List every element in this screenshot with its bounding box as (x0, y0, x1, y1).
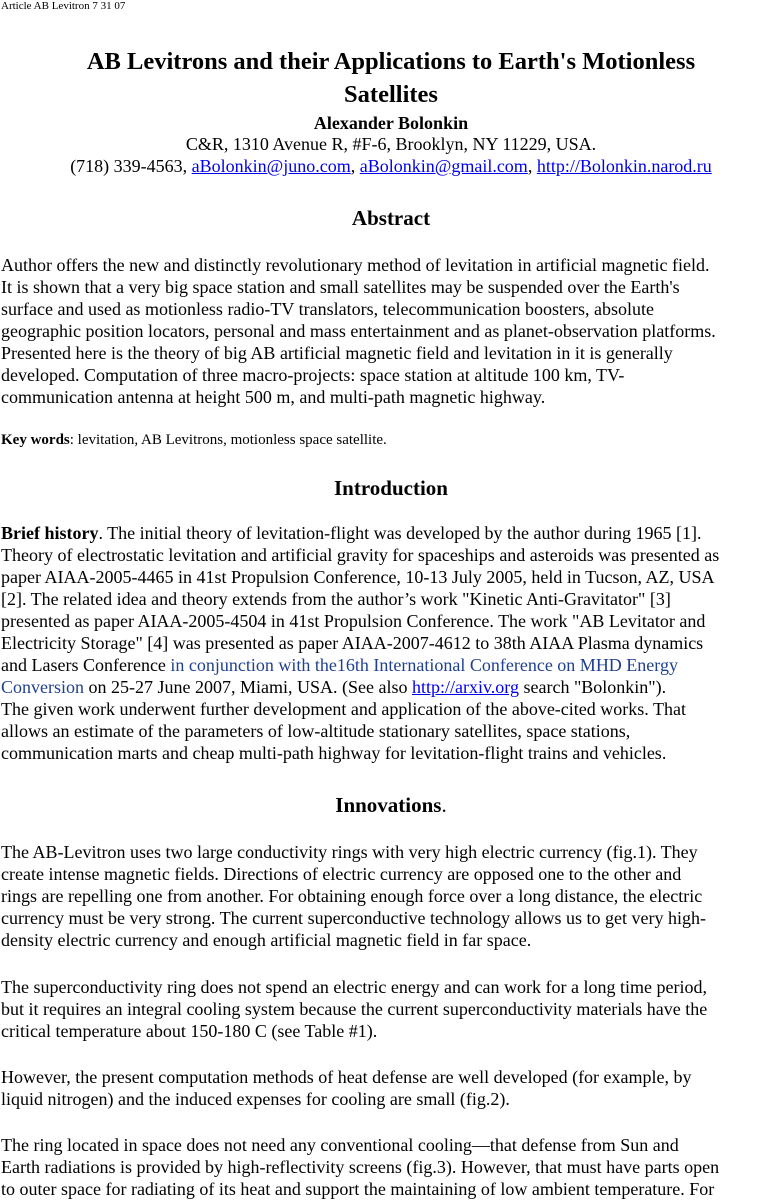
innovations-heading: Innovations. (335, 793, 447, 817)
title-line-2: Satellites (344, 81, 438, 108)
keywords-text: : levitation, AB Levitrons, motionless space satellite. (69, 432, 387, 448)
intro-line: communication marts and cheap multi-path highway for levitation-flight trains and vehicles. (1, 743, 667, 763)
author-contact (0, 155, 782, 177)
paper-title (0, 45, 782, 111)
abstract-line: It is shown that a very big space station and small satellites may be suspended over the Earth's (1, 277, 680, 297)
intro-line: Theory of electrostatic levitation and artificial gravity for spaceships and asteroids was presented as (1, 545, 720, 565)
introduction-heading: Introduction (334, 476, 448, 500)
intro-line: Brief history. The initial theory of levitation-flight was developed by the author during 1965 [1]. (1, 523, 702, 543)
abstract-line: Author offers the new and distinctly revolutionary method of levitation in artificial magnetic field. (1, 255, 710, 275)
innovations-line: The ring located in space does not need any conventional cooling—that defense from Sun and (1, 1135, 679, 1155)
intro-line: The given work underwent further development and application of the above-cited works. That (1, 699, 686, 719)
email-link-gmail[interactable]: aBolonkin@gmail.com (359, 156, 528, 176)
brief-history-label: Brief history (1, 523, 99, 543)
intro-line: allows an estimate of the parameters of low-altitude stationary satellites, space stations, (1, 721, 631, 741)
innovations-line: liquid nitrogen) and the induced expenses for cooling are small (fig.2). (1, 1089, 510, 1109)
intro-line: [2]. The related idea and theory extends from the author’s work "Kinetic Anti-Gravitator" [3] (1, 589, 671, 609)
author-affiliation: C&R, 1310 Avenue R, #F-6, Brooklyn, NY 11229, USA. (185, 134, 597, 154)
conference-reference: in conjunction with the16th International Conference on MHD Energy (170, 655, 678, 675)
innovations-line: create intense magnetic fields. Directions of electric currency are opposed one to the other and (1, 864, 682, 884)
innovations-line: Earth radiations is provided by high-reflectivity screens (fig.3). However, that must have parts open (1, 1157, 720, 1177)
intro-line: paper AIAA-2005-4465 in 41st Propulsion Conference, 10-13 July 2005, held in Tucson, AZ, USA (1, 567, 715, 587)
abstract-line: geographic position locators, personal and mass entertainment and as planet-observation platforms. (1, 321, 716, 341)
abstract-paragraph (1, 254, 781, 408)
innovations-line: critical temperature about 150-180 C (see Table #1). (1, 1021, 378, 1041)
separator: , (527, 156, 537, 176)
intro-line: presented as paper AIAA-2005-4504 in 41st Propulsion Conference. The work "AB Levitator and (1, 611, 706, 631)
innovations-line: However, the present computation methods of heat defense are well developed (for example, by (1, 1067, 692, 1087)
innovations-paragraph-2 (1, 976, 781, 1042)
abstract-line: Presented here is the theory of big AB artificial magnetic field and levitation in it is generally (1, 343, 673, 363)
innovations-line: The AB-Levitron uses two large conductivity rings with very high electric currency (fig.1). They (1, 842, 698, 862)
title-line-1: AB Levitrons and their Applications to Earth's Motionless (86, 48, 696, 75)
arxiv-link[interactable]: http://arxiv.org (411, 677, 519, 697)
innovations-line: density electric currency and enough artificial magnetic field in far space. (1, 930, 532, 950)
email-link-juno[interactable]: aBolonkin@juno.com (191, 156, 351, 176)
intro-line: Conversion on 25-27 June 2007, Miami, USA. (See also http://arxiv.org search "Bolonkin"). (1, 677, 667, 697)
abstract-line: communication antenna at height 500 m, and multi-path magnetic highway. (1, 387, 546, 407)
author-name: Alexander Bolonkin (313, 113, 469, 133)
innovations-line: but it requires an integral cooling system because the current superconductivity materials have the (1, 999, 708, 1019)
innovations-paragraph-4 (1, 1134, 781, 1200)
innovations-line: The superconductivity ring does not spend an electric energy and can work for a long time period, (1, 977, 707, 997)
innovations-line: currency must be very strong. The current superconductive technology allows us to get very high- (1, 908, 706, 928)
innovations-paragraph-3 (1, 1066, 781, 1110)
website-link[interactable]: http://Bolonkin.narod.ru (536, 156, 712, 176)
keywords-label: Key words (1, 432, 70, 448)
innovations-line: to outer space for radiating of its heat and support the maintaining of low ambient temperature. For (1, 1179, 715, 1199)
intro-line: and Lasers Conference in conjunction with the16th International Conference on MHD Energy (1, 655, 678, 675)
innovations-paragraph-1 (1, 841, 781, 951)
header-note: Article AB Levitron 7 31 07 (1, 0, 126, 12)
introduction-paragraph (1, 522, 781, 764)
keywords (1, 431, 387, 449)
separator: , (350, 156, 360, 176)
abstract-line: developed. Computation of three macro-projects: space station at altitude 100 km, TV- (1, 365, 625, 385)
abstract-line: surface and used as motionless radio-TV translators, telecommunication boosters, absolute (1, 299, 655, 319)
innovations-line: rings are repelling one from another. For obtaining enough force over a long distance, the electric (1, 886, 703, 906)
abstract-heading: Abstract (351, 206, 431, 230)
author-phone: (718) 339-4563, (70, 156, 192, 176)
intro-line: Electricity Storage" [4] was presented as paper AIAA-2007-4612 to 38th AIAA Plasma dynamics (1, 633, 704, 653)
